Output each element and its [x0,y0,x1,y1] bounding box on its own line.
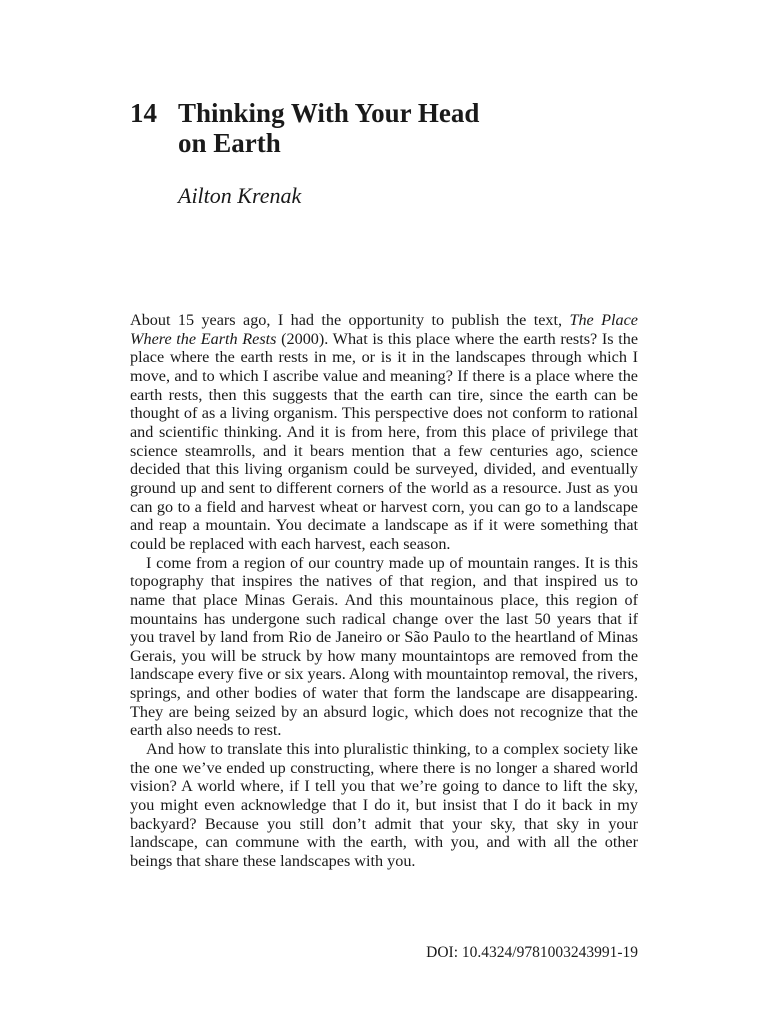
chapter-body [130,311,638,871]
chapter-heading [130,98,650,158]
book-title-citation: The Place Where the Earth Rests [130,311,638,348]
paragraph-1-rest: (2000). What is this place where the earth rests? Is the place where the earth rests in me, or is it in the landscapes through which I move, and to which I ascribe value and meaning? If there is a place where the earth rests, then this suggests that the earth can tire, since the earth can be thought of as a living organism. This perspective does not conform to rational and scientific thinking. And it is from here, from this place of privilege that science steamrolls, and it bears mention that a few centuries ago, science decided that this living organism could be surveyed, divided, and eventually ground up and sent to different corners of the world as a resource. Just as you can go to a field and harvest wheat or harvest corn, you can go to a landscape and reap a mountain. You decimate a landscape as if it were something that could be replaced with each harvest, each season. [130,329,638,553]
chapter-title [178,98,650,158]
paragraph-1 [130,311,638,554]
chapter-title-line-2: on Earth [178,128,281,158]
chapter-title-line-1: Thinking With Your Head [178,98,480,128]
paragraph-1-lead: About 15 years ago, I had the opportunity to publish the text, [130,311,570,329]
chapter-number: 14 [130,98,157,128]
doi-footer: DOI: 10.4324/9781003243991-19 [426,944,638,961]
paragraph-3: And how to translate this into pluralistic thinking, to a complex society like the one we’ve ended up constructing, where there is no longer a shared world vision? A world where, if I tell you that we’re going to dance to lift the sky, you might even acknowledge that I do it, but insist that I do it back in my backyard? Because you still don’t admit that your sky, that sky in your landscape, can commune with the earth, with you, and with all the other beings that share these landscapes with you. [130,740,638,871]
author-name: Ailton Krenak [178,183,302,208]
paragraph-2: I come from a region of our country made up of mountain ranges. It is this topography that inspires the natives of that region, and that inspired us to name that place Minas Gerais. And this mountainous place, this region of mountains has undergone such radical change over the last 50 years that if you travel by land from Rio de Janeiro or São Paulo to the heartland of Minas Gerais, you will be struck by how many mountaintops are removed from the landscape every five or six years. Along with mountaintop removal, the rivers, springs, and other bodies of water that form the landscape are disappearing. They are being seized by an absurd logic, which does not recognize that the earth also needs to rest. [130,553,638,740]
